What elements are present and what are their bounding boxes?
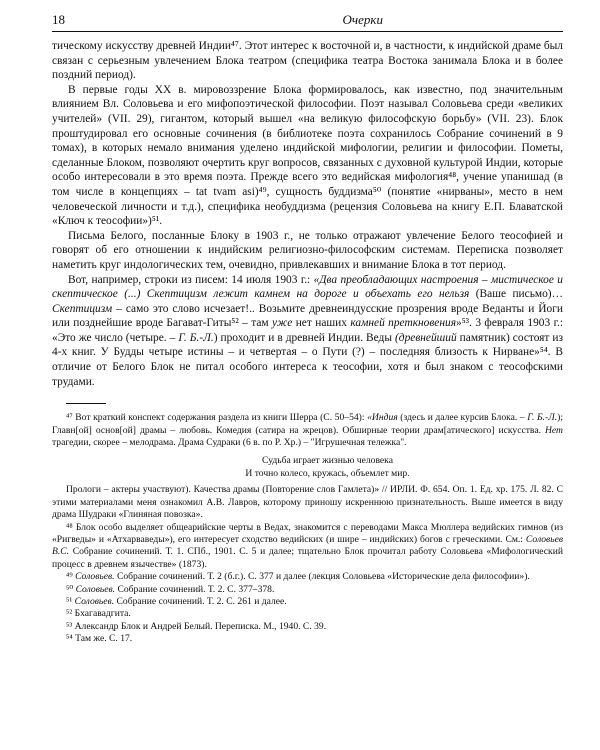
fn-italic: Соловьев В.С. (52, 533, 563, 558)
footnote-poem (52, 449, 563, 484)
fn-text: Собрание сочинений. Т. 2. С. 261 и далее. (114, 595, 287, 607)
footnote-54: ⁵⁴ Там же. С. 17. (66, 633, 133, 645)
poem-line: И точно колесо, кружась, объемлет мир. (245, 467, 410, 479)
fn-italic: Соловьев. (74, 595, 115, 607)
book-page (52, 12, 563, 646)
paragraph-3: Письма Белого, посланные Блоку в 1903 г., не только отражают увлечение Белого теософией и говорят об его отношении к индийским религиозно-философским системам. Переписка позволяет наметить круг индологических тем, очевидно, привлекавших и внимание Блока в тот период. (52, 229, 563, 271)
footnote-49 (52, 571, 563, 583)
running-title: Очерки (342, 12, 383, 27)
p4-italic: (древнейший (395, 331, 457, 344)
footnote-53: ⁵³ Александр Блок и Андрей Белый. Переписка. М., 1940. С. 39. (66, 620, 327, 632)
p4-text: памятник) состоят из 4-х книг. У Будды четыре истины – и четвертая – о Пути (?) – последняя близость к Нирване»⁵⁴. В отличие от Белого Блок не питал особого интереса к теософии, хотя и был знаком с теософскими трудами. (52, 331, 563, 388)
fn-text: ⁴⁹ (66, 571, 76, 583)
fn-text: ⁵⁰ (66, 583, 76, 595)
fn-text: (здесь и далее курсив Блока. – (397, 412, 528, 424)
fn-italic: Г. Б.-Л. (527, 412, 558, 424)
footnote-51 (52, 596, 563, 608)
fn-text: ); Главн[ой] основ[ой] драмы – любовь. Комедия (сатира на жрецов). Обширные теории драм[атического] искусства. (52, 412, 563, 436)
running-header (52, 12, 563, 32)
page-number: 18 (52, 12, 65, 27)
p4-text: – само это слово исчезает!.. Возьмите древнеиндусские прозрения вроде Веданты и Йоги или позднейшие вроде Багават-Гиты⁵² – там (52, 302, 563, 330)
footnote-47 (52, 412, 563, 449)
p4-italic: уже (272, 317, 293, 330)
fn-italic: «Индия (367, 412, 398, 424)
paragraph-2: В первые годы XX в. мировоззрение Блока формировалось, как известно, под значительным влиянием Вл. Соловьева и его мифопоэтической философии. Поэт называл Соловьева среди «великих учителей» (VII. 29), гигантом, который вышел «на великую философскую борьбу» (VII. 23). Блок проштудировал его основные сочинения (в библиотеке поэта сохранилось Собрание сочинений в 9 томах), в которых немало внимания уделено индийской мифологии, религии и философии. Пометы, сделанные Блоком, позволяют очертить круг вопросов, связанных с духовной культурой Индии, которые особо интересовали в это время поэта. Прежде всего это ведийская мифология⁴⁸, учение упанишад (в том числе в концепциях – tat tvam asi)⁴⁹, сущность буддизма⁵⁰ (понятие «нирваны», место в нем человеческой личности и т.д.), специфика необуддизма (рецензия Соловьева на книгу Е.П. Блаватской «Ключ к теософии»)⁵¹. (52, 83, 563, 228)
p4-italic: Скептицизм (52, 302, 113, 315)
fn-italic: Нет (545, 424, 563, 436)
main-text (52, 39, 563, 389)
footnote-48 (52, 522, 563, 572)
p4-text: »⁵³. 3 февраля 1903 г.: «Это же число (четыре. – (52, 317, 563, 344)
footnote-divider (66, 403, 106, 404)
paragraph-1: тическому искусству древней Индии⁴⁷. Этот интерес к восточной и, в частности, к индийской драме был связан с серьезным увлечением Блока театром (специфика театра Востока занимала Блока и в более поздний период). (52, 40, 563, 82)
fn-text: ⁴⁷ Вот краткий конспект содержания раздела из книги Шерра (С. 50–54): (66, 412, 368, 424)
fn-text: Собрание сочинений. Т. 2. С. 377–378. (115, 583, 275, 595)
p4-italic: камней преткновения (350, 317, 457, 330)
footnotes (52, 412, 563, 645)
p4-text: Вот, например, строки из писем: 14 июля 1903 г.: (68, 273, 314, 286)
p4-text: ) проходит и в древней Индии. Веды (213, 331, 396, 344)
fn-text: Собрание сочинений. Т. 2 (б.г.). С. 377 и далее (лекция Соловьева «Исторические дела философии»). (114, 571, 530, 583)
p4-text: (Ваше письмо)… (469, 288, 563, 301)
footnote-47-continued: Прологи – актеры участвуют). Качества драмы (Повторение слов Гамлета)» // ИРЛИ. Ф. 654. Оп. 1. Ед. хр. 175. Л. 82. С этими материалами меня ознакомил А.В. Лавров, которому приношу искреннюю признательность. Выше имеется в виду драма Шудраки «Глиняная повозка». (52, 484, 563, 521)
p4-italic: Г. Б.-Л. (178, 331, 214, 344)
fn-text: ⁴⁸ Блок особо выделяет общеарийские черты в Ведах, знакомится с переводами Макса Мюллера ведийских гимнов (из «Ригведы» и «Атхарваведы»), его интересует сходство ведийских (и шире – индийских) богов с греческими. См.: (52, 521, 563, 545)
p4-text: нет наших (292, 317, 351, 330)
fn-text: Собрание сочинений. Т. 1. СПб., 1901. С. 5 и далее; тщательно Блок прочитал работу Соловьева «Мифологический процесс в древнем язычестве» (1873). (52, 546, 563, 570)
poem-line: Судьба играет жизнью человека (262, 455, 393, 467)
fn-text: ⁵¹ (66, 595, 75, 607)
fn-text: трагедии, скорее – мелодрама. Драма Судраки (6 в. по Р. Хр.) – "Игрушечная тележка". (52, 437, 407, 449)
paragraph-4 (52, 273, 563, 390)
footnote-50 (52, 584, 563, 596)
p4-quote: «Два преобладающих настроения – мистическое и скептическое (...) Скептицизм лежит камнем на дороге и объехать его нельзя (52, 273, 563, 301)
fn-italic: Соловьев. (75, 571, 115, 583)
fn-italic: Соловьев. (75, 583, 116, 595)
footnote-52: ⁵² Бхагавадгита. (66, 608, 131, 620)
